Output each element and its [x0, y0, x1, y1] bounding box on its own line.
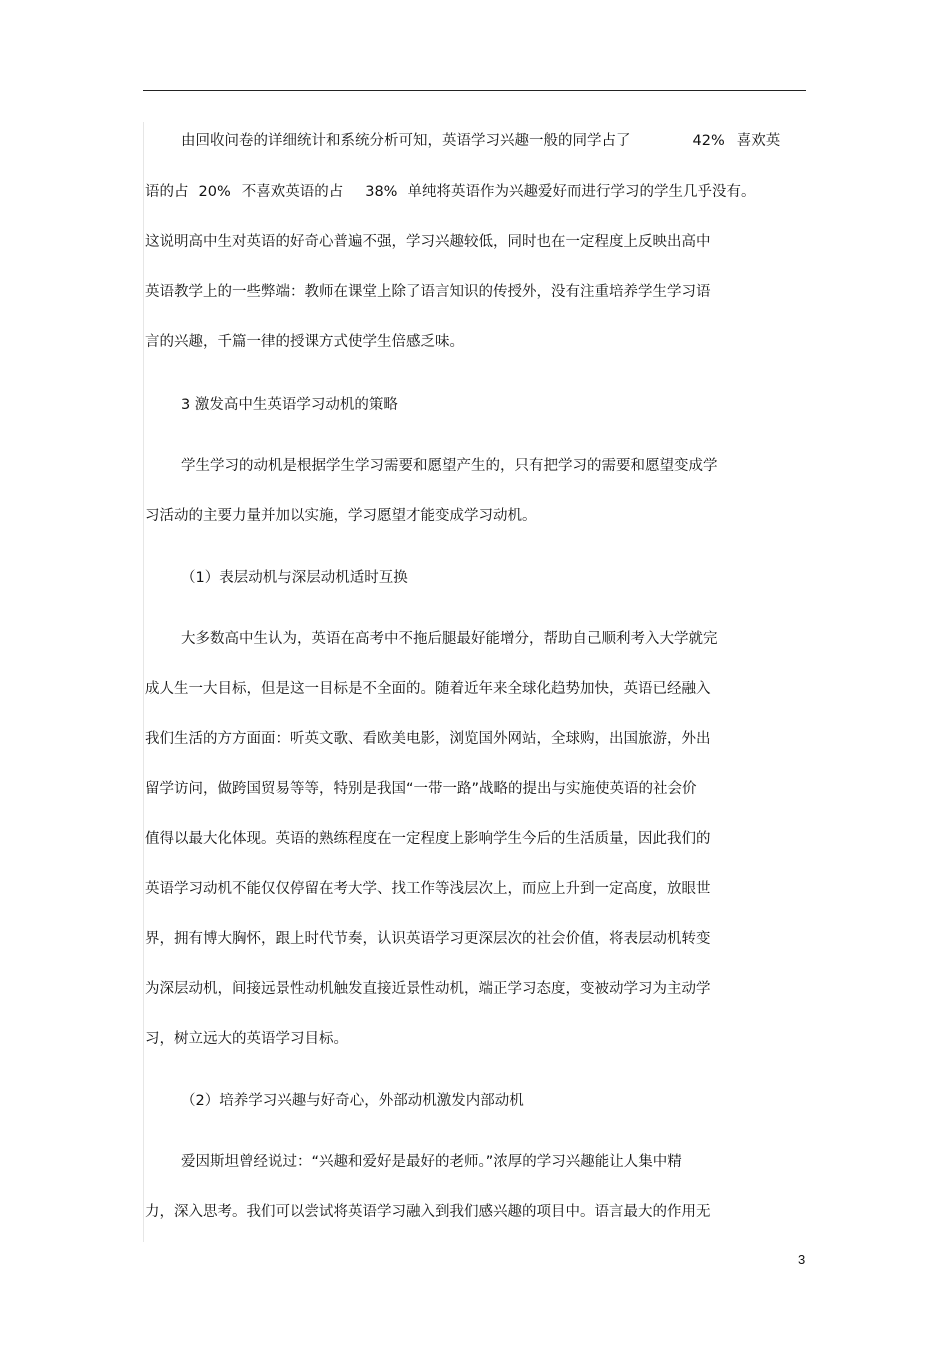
paragraph-3-line-3: 我们生活的方方面面：听英文歌、看欧美电影，浏览国外网站，全球购，出国旅游，外出: [145, 731, 711, 747]
paragraph-4-line-1: 爱因斯坦曾经说过：“兴趣和爱好是最好的老师。”浓厚的学习兴趣能让人集中精: [181, 1154, 682, 1170]
paragraph-3-line-9: 习，树立远大的英语学习目标。: [145, 1031, 348, 1047]
paragraph-1-line-1-text-a: 由回收问卷的详细统计和系统分析可知，英语学习兴趣一般的同学占了: [181, 133, 631, 149]
page-number: 3: [798, 1252, 806, 1267]
paragraph-1-line-2-text-c: 单纯将英语作为兴趣爱好而进行学习的学生几乎没有。: [407, 184, 756, 200]
paragraph-3-line-1: 大多数高中生认为，英语在高考中不拖后腿最好能增分，帮助自己顺利考入大学就完: [181, 631, 718, 647]
paragraph-1-line-2: [145, 182, 755, 202]
paragraph-3-line-2: 成人生一大目标，但是这一目标是不全面的。随着近年来全球化趋势加快，英语已经融入: [145, 681, 711, 697]
paragraph-1-line-1-text-b: 喜欢英: [736, 133, 781, 149]
paragraph-1-line-3: 这说明高中生对英语的好奇心普遍不强，学习兴趣较低，同时也在一定程度上反映出高中: [145, 234, 711, 250]
subheading-1: （1）表层动机与深层动机适时互换: [181, 570, 408, 586]
paragraph-1-line-4: 英语教学上的一些弊端：教师在课堂上除了语言知识的传授外，没有注重培养学生学习语: [145, 284, 711, 300]
paragraph-3-line-7: 界，拥有博大胸怀，跟上时代节奏，认识英语学习更深层次的社会价值，将表层动机转变: [145, 931, 711, 947]
header-rule: [143, 90, 806, 91]
paragraph-3-line-8: 为深层动机，间接远景性动机触发直接近景性动机，端正学习态度，变被动学习为主动学: [145, 981, 711, 997]
paragraph-1-line-2-text-a: 语的占: [145, 184, 189, 200]
section-heading: 3 激发高中生英语学习动机的策略: [181, 397, 398, 413]
percent-like-english: 20%: [198, 184, 231, 200]
margin-rule: [143, 122, 144, 1242]
paragraph-2-line-1: 学生学习的动机是根据学生学习需要和愿望产生的，只有把学习的需要和愿望变成学: [181, 458, 718, 474]
paragraph-3-line-6: 英语学习动机不能仅仅停留在考大学、找工作等浅层次上，而应上升到一定高度，放眼世: [145, 881, 711, 897]
paragraph-3-line-4: 留学访问，做跨国贸易等等，特别是我国“一带一路”战略的提出与实施使英语的社会价: [145, 781, 697, 797]
paragraph-1-line-1: [181, 131, 780, 151]
percent-interest-average: 42%: [692, 133, 725, 149]
paragraph-3-line-5: 值得以最大化体现。英语的熟练程度在一定程度上影响学生今后的生活质量，因此我们的: [145, 831, 711, 847]
paragraph-1-line-5: 言的兴趣，千篇一律的授课方式使学生倍感乏味。: [145, 334, 464, 350]
paragraph-4-line-2: 力，深入思考。我们可以尝试将英语学习融入到我们感兴趣的项目中。语言最大的作用无: [145, 1204, 711, 1220]
paragraph-1-line-2-text-b: 不喜欢英语的占: [241, 184, 344, 200]
paragraph-2-line-2: 习活动的主要力量并加以实施，学习愿望才能变成学习动机。: [145, 508, 537, 524]
subheading-2: （2）培养学习兴趣与好奇心，外部动机激发内部动机: [181, 1093, 524, 1109]
percent-dislike-english: 38%: [365, 184, 398, 200]
